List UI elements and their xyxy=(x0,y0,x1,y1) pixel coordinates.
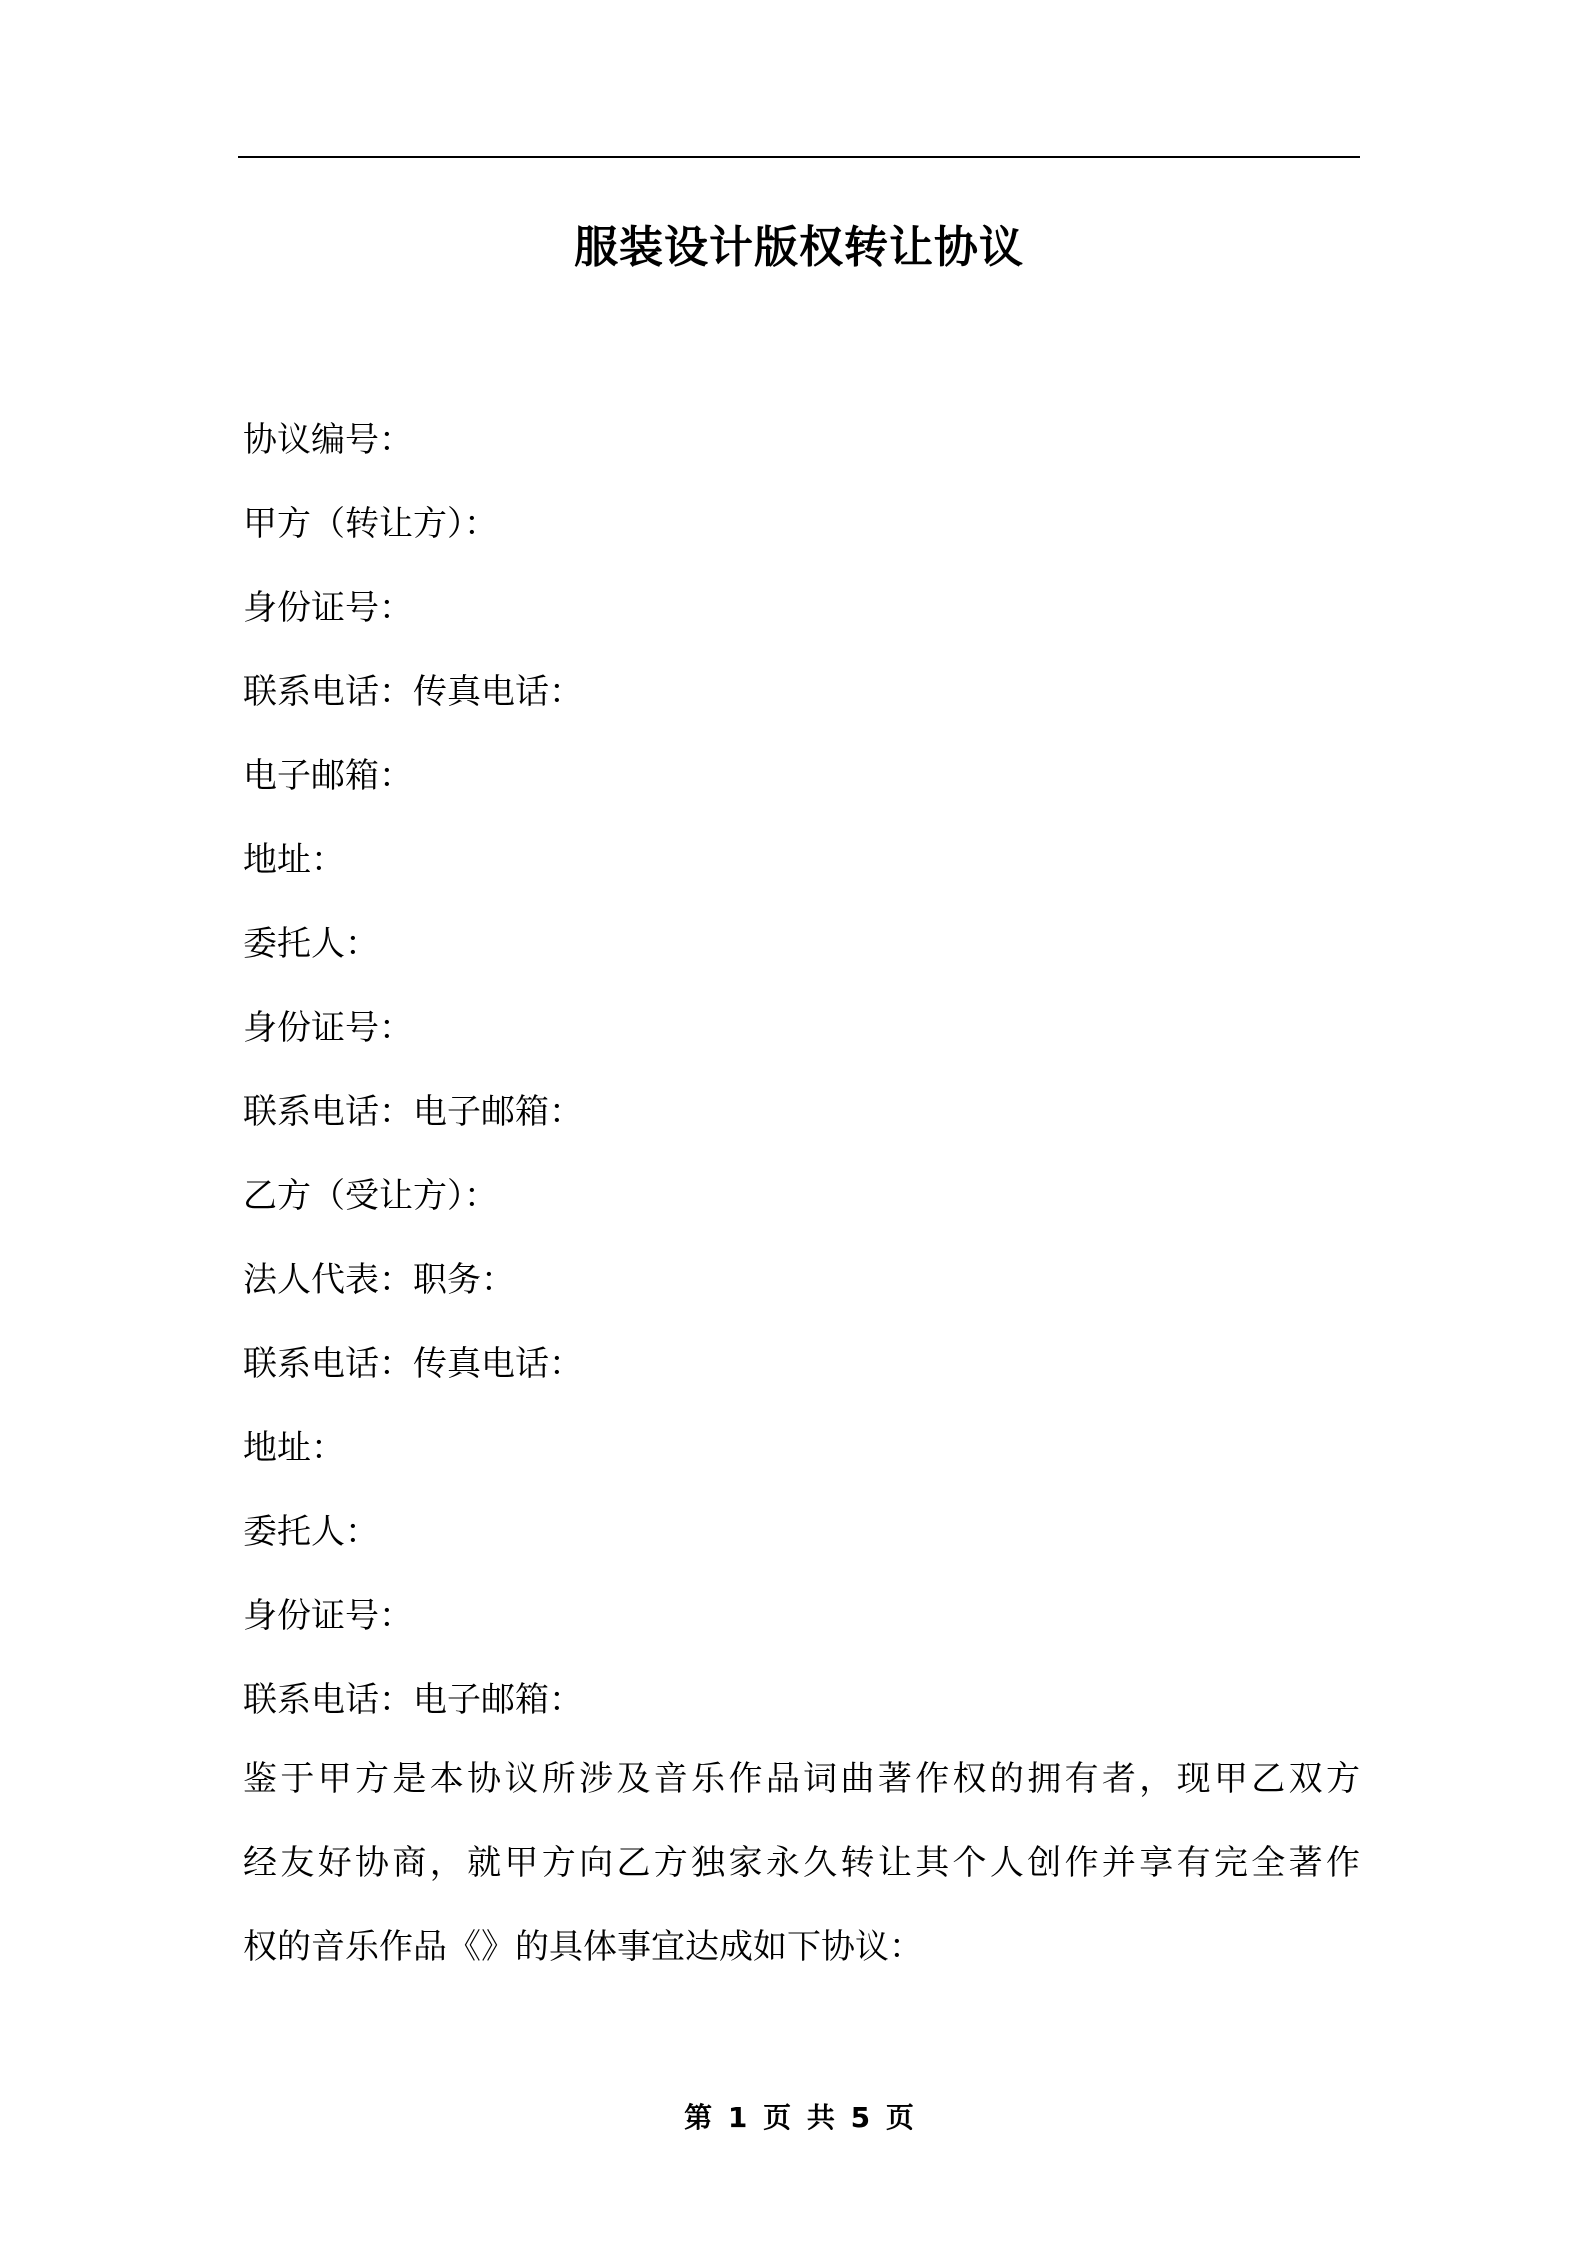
document-title: 服装设计版权转让协议 xyxy=(574,222,1024,273)
preamble-paragraph xyxy=(243,1737,1360,1989)
field-party-a: 甲方（转让方）： xyxy=(243,504,498,544)
party-info-fields xyxy=(243,398,1360,1742)
field-party-b-agent: 委托人： xyxy=(243,1512,379,1552)
page-footer: 第 1 页 共 5 页 xyxy=(684,2101,914,2134)
preamble-line: 权的音乐作品《》的具体事宜达成如下协议： xyxy=(243,1927,923,1967)
preamble-line: 鉴于甲方是本协议所涉及音乐作品词曲著作权的拥有者，现甲乙双方 xyxy=(243,1759,1360,1799)
field-party-b: 乙方（受让方）： xyxy=(243,1176,498,1216)
field-party-a-phone-fax: 联系电话：传真电话： xyxy=(243,672,583,712)
field-party-a-agent: 委托人： xyxy=(243,924,379,964)
field-party-b-agent-phone-email: 联系电话：电子邮箱： xyxy=(243,1680,583,1720)
field-party-a-email: 电子邮箱： xyxy=(243,756,413,796)
field-party-a-id-number: 身份证号： xyxy=(243,588,413,628)
preamble-line: 经友好协商，就甲方向乙方独家永久转让其个人创作并享有完全著作 xyxy=(243,1843,1360,1883)
field-party-a-agent-phone-email: 联系电话：电子邮箱： xyxy=(243,1092,583,1132)
field-party-b-address: 地址： xyxy=(243,1428,345,1468)
field-party-b-agent-id-number: 身份证号： xyxy=(243,1596,413,1636)
header-rule xyxy=(238,156,1360,158)
field-party-a-agent-id-number: 身份证号： xyxy=(243,1008,413,1048)
field-agreement-number: 协议编号： xyxy=(243,420,413,460)
field-party-a-address: 地址： xyxy=(243,840,345,880)
field-party-b-legal-rep-position: 法人代表：职务： xyxy=(243,1260,515,1300)
field-party-b-phone-fax: 联系电话：传真电话： xyxy=(243,1344,583,1384)
